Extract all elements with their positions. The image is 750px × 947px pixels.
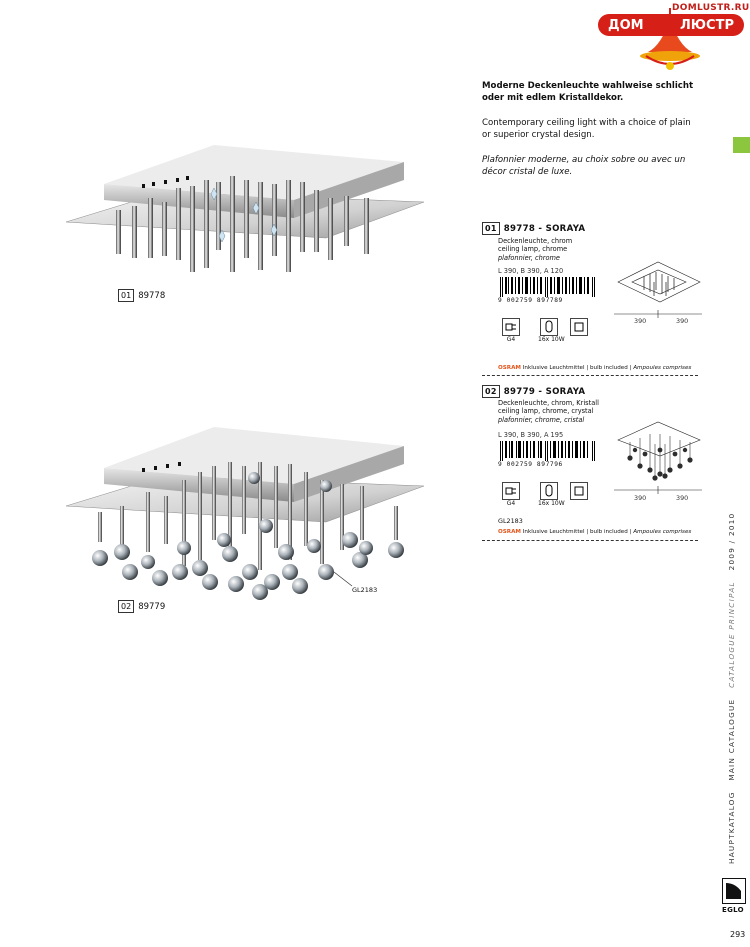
photo-code: 89779: [138, 601, 166, 612]
page-number: 293: [730, 930, 746, 939]
bulb-wattage: 16x 10W: [538, 500, 565, 507]
photo-number-box: 01: [118, 289, 134, 302]
osram-bulb-note: OSRAM Inklusive Leuchtmittel | bulb included | Ampoules comprises: [498, 529, 692, 535]
barcode-bars: [498, 441, 598, 461]
intro-english: Contemporary ceiling light with a choice of plain or superior crystal design.: [482, 118, 691, 140]
desc-french: plafonnier, chrome: [498, 253, 560, 262]
osram-bulb-note: OSRAM Inklusive Leuchtmittel | bulb included | Ampoules comprises: [498, 365, 692, 371]
socket-type: G4: [506, 500, 516, 507]
product-title-text: 89778 - SORAYA: [503, 223, 586, 234]
logo-word-2: ЛЮСТР: [680, 17, 734, 33]
logo-word-1: ДОМ: [608, 17, 644, 33]
bulb-spec: [538, 482, 565, 507]
barcode-number: 9 002759 897789: [498, 297, 563, 304]
product-dimensions: L 390, B 390, A 195: [498, 431, 564, 439]
product-description: [498, 237, 572, 262]
product-number-box: 02: [482, 385, 500, 398]
protection-class: [570, 318, 588, 336]
protection-class-icon: [570, 318, 588, 336]
dimension-width: 390: [634, 494, 647, 502]
desc-english: ceiling lamp, chrome: [498, 245, 568, 254]
catalogue-side-caption: [727, 513, 736, 864]
product-title-89778: [482, 222, 585, 235]
intro-german: Moderne Deckenleuchte wahlweise schlicht oder mit edlem Kristalldekor.: [482, 81, 694, 103]
desc-german: Deckenleuchte, chrom: [498, 237, 573, 245]
socket-spec: [502, 318, 520, 343]
osram-logo: OSRAM: [498, 529, 521, 535]
desc-french: plafonnier, chrome, cristal: [498, 415, 585, 424]
lamp-crystal-outline-drawing-icon: [610, 414, 706, 494]
ceiling-lamp-crystal-image: [64, 422, 424, 604]
dimension-drawing-89778: [610, 252, 706, 324]
dimension-width: 390: [634, 317, 647, 325]
bulb-wattage: 16x 10W: [538, 336, 565, 343]
dimension-depth: 390: [676, 494, 689, 502]
intro-french: Plafonnier moderne, au choix sobre ou avec un décor cristal de luxe.: [482, 155, 686, 177]
desc-german: Deckenleuchte, chrom, Kristall: [498, 399, 599, 407]
side-french: CATALOGUE PRINCIPAL: [727, 581, 736, 688]
barcode: [498, 441, 598, 468]
ceiling-lamp-plain-image: [64, 140, 424, 280]
photo-label-01: [118, 289, 165, 302]
protection-class: [570, 482, 588, 500]
product-number-box: 01: [482, 222, 500, 235]
crystal-callout-label: GL2183: [352, 586, 378, 594]
barcode-number: 9 002759 897796: [498, 461, 563, 468]
bulb-icon: [540, 318, 558, 336]
socket-type: G4: [506, 336, 516, 343]
protection-class-icon: [570, 482, 588, 500]
product-photo-89779: [64, 422, 424, 604]
crystal-code: GL2183: [498, 517, 523, 525]
photo-label-02: [118, 600, 165, 613]
product-description: [498, 399, 599, 424]
product-photo-89778: [64, 140, 424, 280]
logo-banner[interactable]: [598, 14, 744, 36]
bulb-spec: [538, 318, 565, 343]
eglo-brand: EGLO: [722, 906, 744, 914]
product-title-89779: [482, 385, 585, 398]
socket-plug-icon: [502, 318, 520, 336]
socket-spec: [502, 482, 520, 507]
eglo-logo-icon: [722, 878, 746, 904]
barcode-icon: [498, 441, 598, 461]
section-divider: [482, 375, 698, 376]
product-title-text: 89779 - SORAYA: [503, 386, 586, 397]
logo-url[interactable]: DOMLUSTR.RU: [672, 3, 750, 13]
photo-number-box: 02: [118, 600, 134, 613]
section-color-tab: [733, 137, 750, 153]
side-year: 2009 / 2010: [727, 512, 736, 571]
barcode-icon: [498, 277, 598, 297]
barcode-bars: [498, 277, 598, 297]
dimension-depth: 390: [676, 317, 689, 325]
dimension-drawing-89779: [610, 414, 706, 494]
lamp-outline-drawing-icon: [610, 252, 706, 324]
desc-english: ceiling lamp, chrome, crystal: [498, 407, 594, 416]
product-dimensions: L 390, B 390, A 120: [498, 267, 564, 275]
barcode: [498, 277, 598, 304]
bulb-icon: [540, 482, 558, 500]
osram-logo: OSRAM: [498, 365, 521, 371]
socket-plug-icon: [502, 482, 520, 500]
side-german: HAUPTKATALOG: [727, 791, 736, 864]
section-divider: [482, 540, 698, 541]
side-english: MAIN CATALOGUE: [727, 698, 736, 781]
photo-code: 89778: [138, 290, 166, 301]
